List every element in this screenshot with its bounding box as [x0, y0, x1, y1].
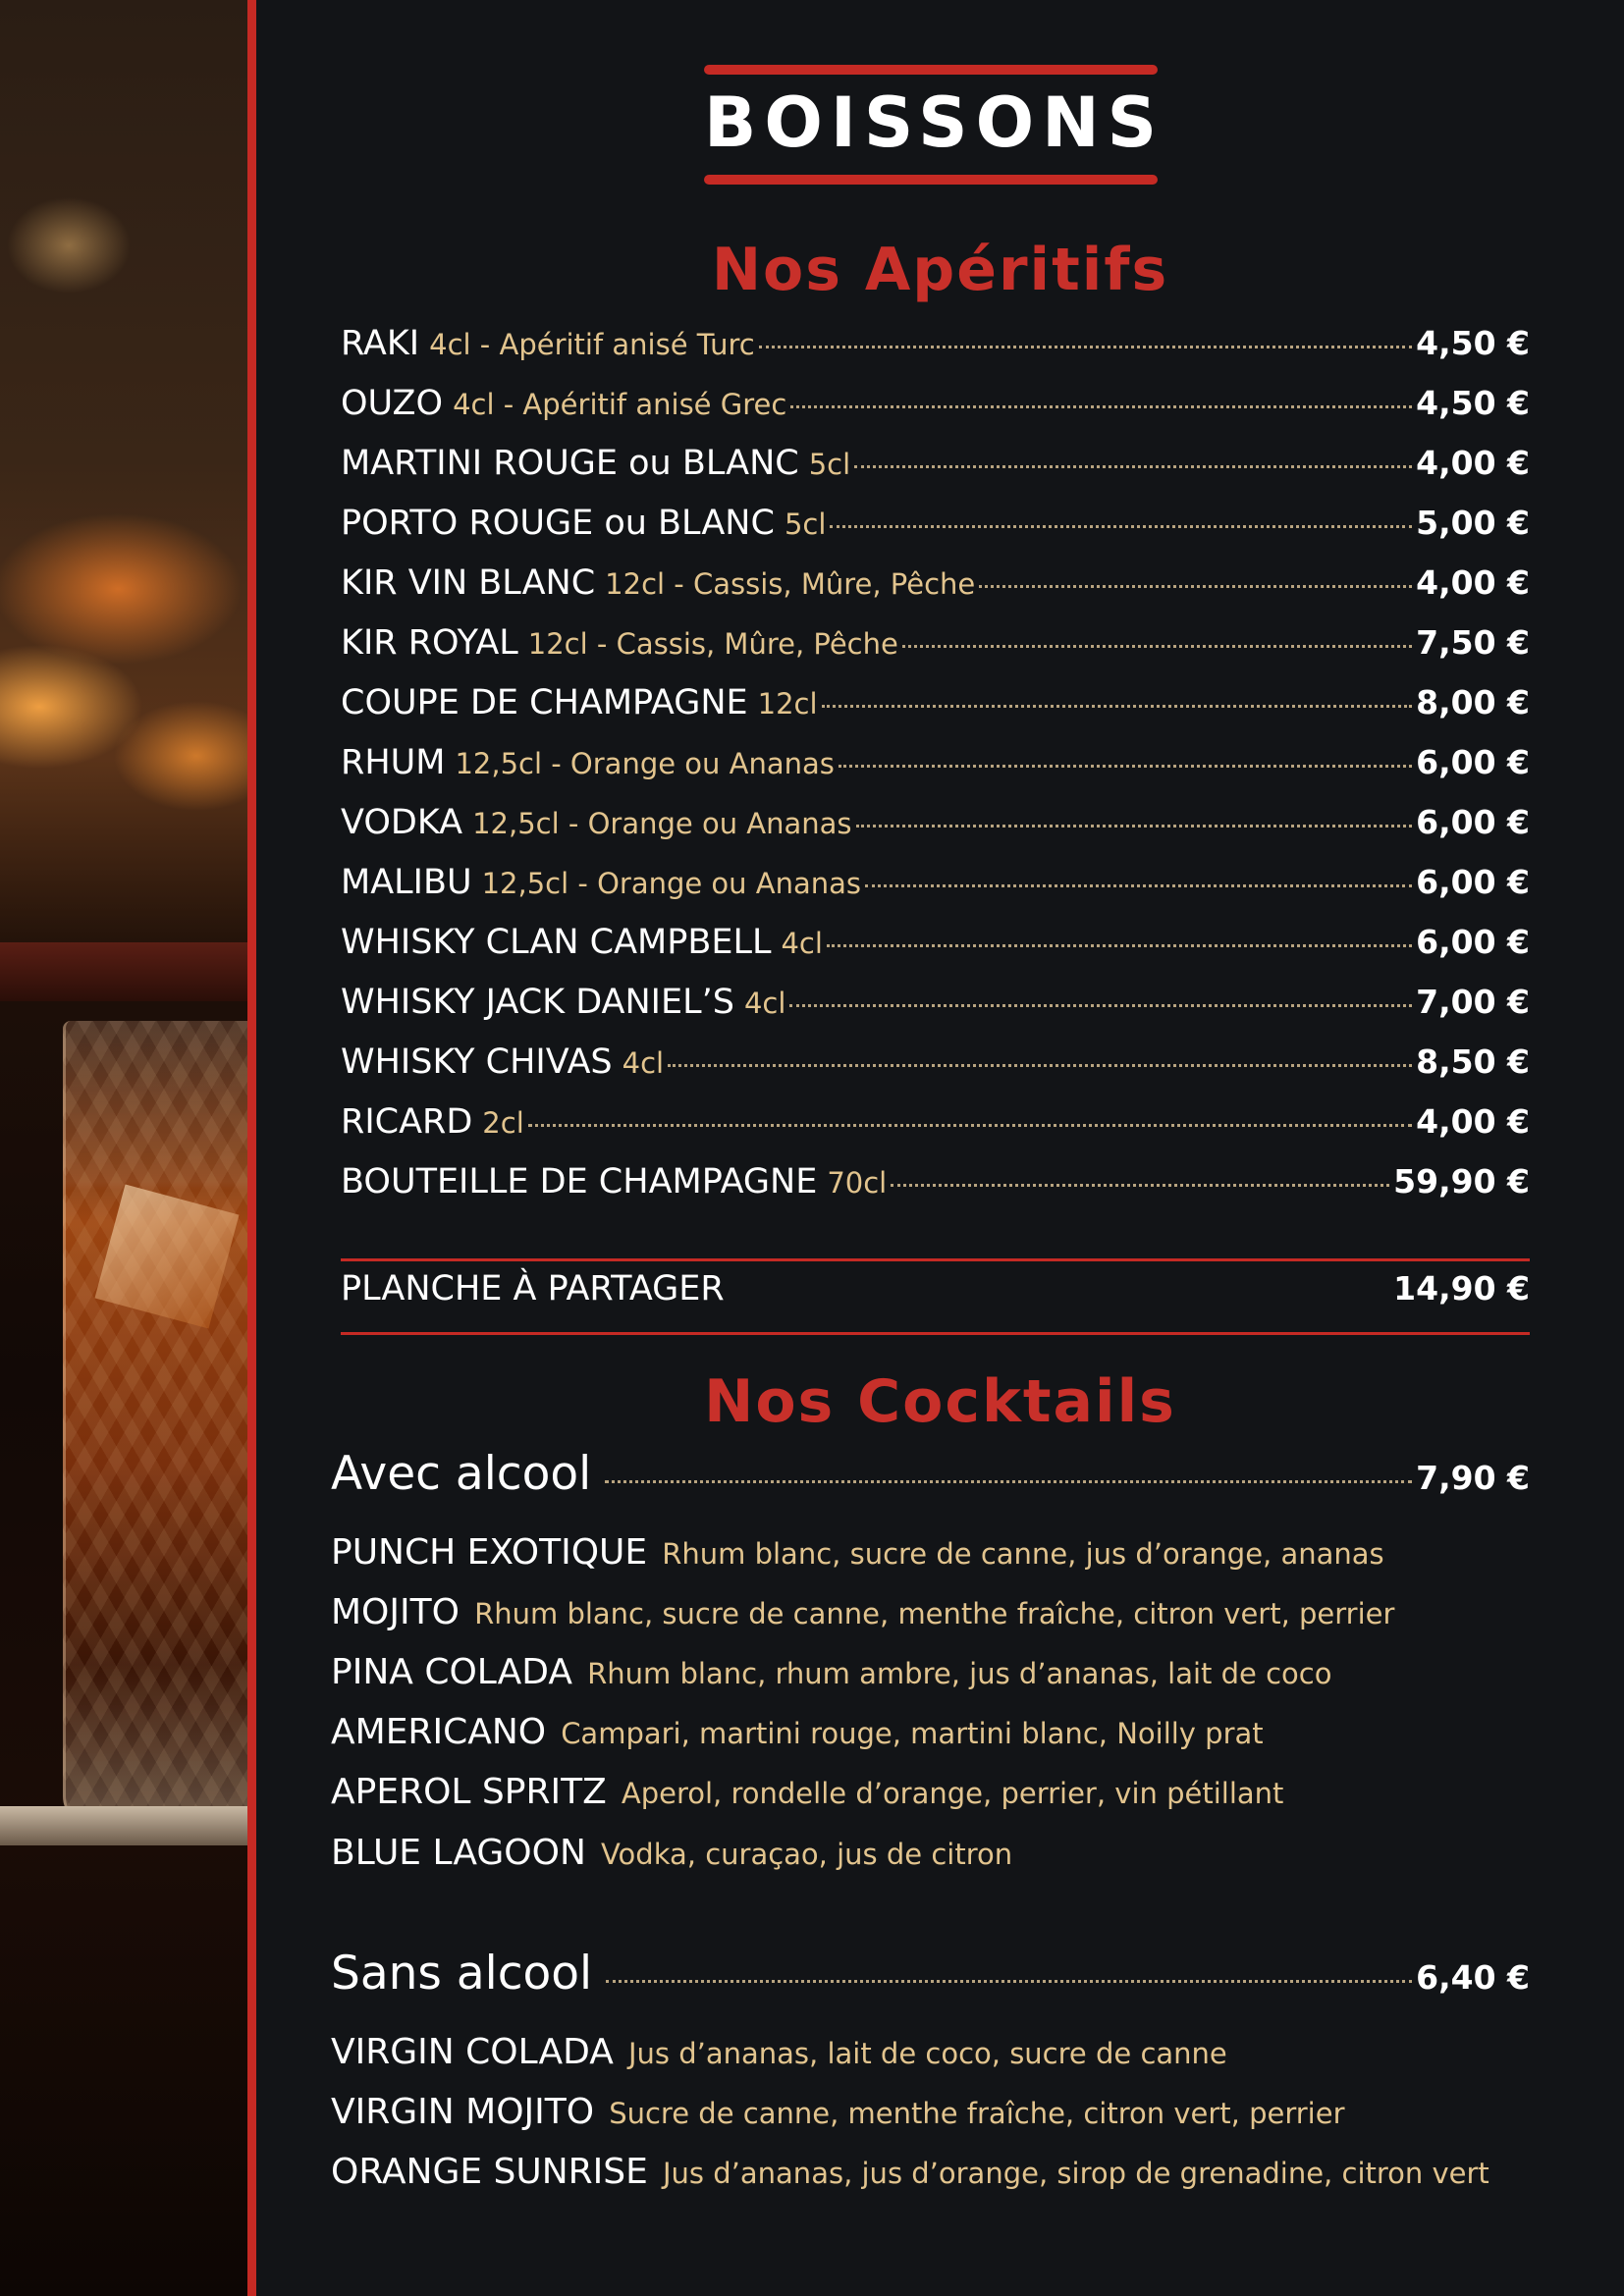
item-desc: 4cl	[781, 927, 823, 960]
coaster	[0, 1806, 247, 1845]
item-desc: 12cl	[757, 687, 818, 721]
menu-item	[341, 683, 1530, 732]
cocktail-name: MOJITO	[331, 1592, 460, 1632]
whisky-glass-photo	[0, 0, 247, 2296]
item-price: 5,00 €	[1416, 504, 1530, 542]
cocktail-name: VIRGIN COLADA	[331, 2032, 614, 2072]
cocktail-name: ORANGE SUNRISE	[331, 2152, 648, 2192]
menu-item	[341, 743, 1530, 792]
item-name: WHISKY JACK DANIEL’S	[341, 983, 734, 1022]
menu-content	[256, 0, 1624, 2296]
dot-leader	[902, 645, 1412, 648]
dot-leader	[891, 1184, 1389, 1187]
menu-item	[341, 1162, 1530, 1211]
dot-leader	[789, 1004, 1412, 1007]
item-price: 7,50 €	[1416, 623, 1530, 662]
menu-item	[341, 803, 1530, 852]
item-desc: 2cl	[482, 1106, 524, 1140]
item-desc: 12cl - Cassis, Mûre, Pêche	[605, 567, 976, 601]
dot-leader	[827, 944, 1412, 947]
dot-leader	[979, 585, 1412, 588]
item-price: 4,50 €	[1416, 384, 1530, 422]
item-name: RAKI	[341, 324, 420, 363]
menu-item	[341, 384, 1530, 433]
item-price: 6,00 €	[1416, 863, 1530, 901]
menu-item	[341, 623, 1530, 672]
dot-leader	[606, 1980, 1412, 1983]
cocktail-desc: Jus d’ananas, lait de coco, sucre de canne	[627, 2037, 1227, 2070]
planche-price: 14,90 €	[1393, 1269, 1530, 1308]
item-name: MALIBU	[341, 863, 472, 902]
cocktails-heading: Nos Cocktails	[704, 1367, 1176, 1436]
menu-item	[341, 563, 1530, 613]
cocktail-name: APEROL SPRITZ	[331, 1772, 607, 1812]
item-name: MARTINI ROUGE ou BLANC	[341, 444, 799, 483]
item-price: 6,00 €	[1416, 803, 1530, 841]
menu-item	[341, 983, 1530, 1032]
cocktail-item	[331, 1592, 1548, 1641]
item-name: BOUTEILLE DE CHAMPAGNE	[341, 1162, 818, 1201]
item-price: 7,00 €	[1416, 983, 1530, 1021]
whisky-glass	[63, 1021, 247, 1826]
dot-leader	[865, 884, 1412, 887]
sans-alcool-row	[331, 1947, 1530, 2005]
item-desc: 4cl	[743, 987, 786, 1020]
cocktail-desc: Jus d’ananas, jus d’orange, sirop de grenadine, citron vert	[663, 2157, 1489, 2190]
item-desc: 5cl	[808, 448, 851, 481]
item-price: 8,00 €	[1416, 683, 1530, 721]
cocktail-desc: Campari, martini rouge, martini blanc, Noilly prat	[561, 1717, 1264, 1750]
cocktail-desc: Sucre de canne, menthe fraîche, citron vert, perrier	[609, 2097, 1345, 2130]
sans-alcool-label: Sans alcool	[331, 1947, 593, 2001]
item-price: 6,00 €	[1416, 923, 1530, 961]
cocktail-item	[331, 2152, 1548, 2201]
cocktail-item	[331, 1532, 1548, 1581]
item-price: 4,00 €	[1416, 1102, 1530, 1141]
cocktail-desc: Vodka, curaçao, jus de citron	[600, 1838, 1013, 1871]
dot-leader	[668, 1064, 1412, 1067]
avec-alcool-row	[331, 1447, 1530, 1506]
item-name: PORTO ROUGE ou BLANC	[341, 504, 775, 543]
dot-leader	[839, 765, 1412, 768]
planche-name: PLANCHE À PARTAGER	[341, 1269, 725, 1308]
item-name: RHUM	[341, 743, 446, 782]
menu-item	[341, 324, 1530, 373]
aperitifs-heading: Nos Apéritifs	[711, 236, 1169, 304]
item-desc: 4cl - Apéritif anisé Grec	[453, 388, 787, 421]
item-name: WHISKY CHIVAS	[341, 1042, 613, 1082]
planche-bottom-divider	[341, 1332, 1530, 1335]
cocktail-desc: Rhum blanc, sucre de canne, jus d’orange, ananas	[662, 1537, 1384, 1571]
red-divider-stripe	[247, 0, 256, 2296]
cocktail-name: PUNCH EXOTIQUE	[331, 1532, 648, 1573]
title-bottom-line	[704, 175, 1158, 185]
item-desc: 5cl	[784, 507, 827, 541]
cocktail-name: BLUE LAGOON	[331, 1833, 586, 1873]
cocktail-item	[331, 1833, 1548, 1882]
item-price: 4,00 €	[1416, 563, 1530, 602]
dot-leader	[790, 405, 1412, 408]
cocktail-name: AMERICANO	[331, 1712, 547, 1752]
dot-leader	[528, 1124, 1412, 1127]
cocktail-desc: Aperol, rondelle d’orange, perrier, vin pétillant	[621, 1777, 1284, 1810]
dot-leader	[856, 825, 1413, 828]
cocktail-name: VIRGIN MOJITO	[331, 2092, 595, 2132]
planche-top-divider	[341, 1258, 1530, 1261]
item-desc: 12cl - Cassis, Mûre, Pêche	[527, 627, 898, 661]
dot-leader	[822, 705, 1413, 708]
menu-item	[341, 1102, 1530, 1151]
dot-leader	[830, 525, 1412, 528]
item-desc: 12,5cl - Orange ou Ananas	[481, 867, 862, 900]
item-price: 4,50 €	[1416, 324, 1530, 362]
item-price: 6,00 €	[1416, 743, 1530, 781]
dot-leader	[854, 465, 1412, 468]
item-desc: 4cl	[622, 1046, 665, 1080]
cocktail-item	[331, 2032, 1548, 2081]
menu-item	[341, 923, 1530, 972]
dot-leader	[759, 346, 1412, 348]
item-price: 8,50 €	[1416, 1042, 1530, 1081]
item-price: 59,90 €	[1393, 1162, 1530, 1201]
item-name: KIR ROYAL	[341, 623, 518, 663]
item-desc: 12,5cl - Orange ou Ananas	[472, 807, 852, 840]
title-top-line	[704, 65, 1158, 75]
item-name: OUZO	[341, 384, 444, 423]
menu-item	[341, 863, 1530, 912]
bar-counter-band	[0, 942, 247, 1001]
avec-alcool-price: 7,90 €	[1416, 1459, 1530, 1497]
item-name: KIR VIN BLANC	[341, 563, 596, 603]
cocktail-item	[331, 1772, 1548, 1821]
title-block	[704, 65, 1165, 185]
planche-row	[341, 1269, 1530, 1318]
cocktail-item	[331, 1712, 1548, 1761]
page-title: BOISSONS	[704, 82, 1165, 163]
item-desc: 70cl	[827, 1166, 888, 1200]
item-desc: 4cl - Apéritif anisé Turc	[429, 328, 755, 361]
avec-alcool-label: Avec alcool	[331, 1447, 592, 1501]
menu-item	[341, 1042, 1530, 1092]
menu-item	[341, 444, 1530, 493]
cocktail-desc: Rhum blanc, rhum ambre, jus d’ananas, lait de coco	[587, 1657, 1332, 1690]
sans-alcool-price: 6,40 €	[1416, 1958, 1530, 1997]
menu-item	[341, 504, 1530, 553]
item-price: 4,00 €	[1416, 444, 1530, 482]
item-name: COUPE DE CHAMPAGNE	[341, 683, 748, 722]
item-name: VODKA	[341, 803, 463, 842]
cocktail-item	[331, 2092, 1548, 2141]
cocktail-item	[331, 1652, 1548, 1701]
cocktail-desc: Rhum blanc, sucre de canne, menthe fraîche, citron vert, perrier	[474, 1597, 1395, 1630]
dot-leader	[605, 1480, 1412, 1483]
cocktail-name: PINA COLADA	[331, 1652, 573, 1692]
item-name: WHISKY CLAN CAMPBELL	[341, 923, 772, 962]
item-desc: 12,5cl - Orange ou Ananas	[455, 747, 835, 780]
item-name: RICARD	[341, 1102, 473, 1142]
